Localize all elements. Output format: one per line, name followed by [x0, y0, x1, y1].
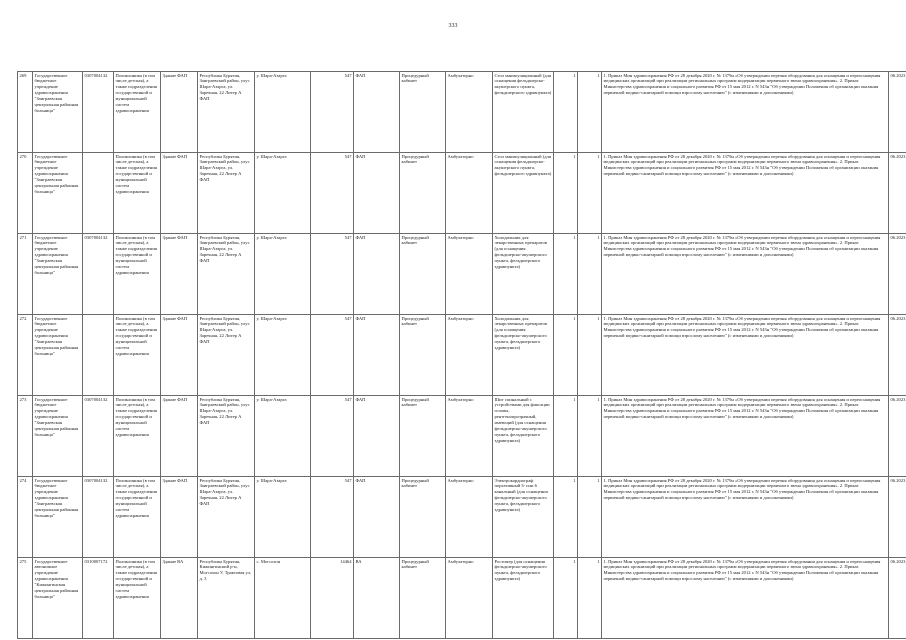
cell-population: Поликлиника (в том числе детская), а также подразделения государственной и муниципальной систем здравоохранения	[114, 477, 161, 558]
cell-building: Здание ФАП	[161, 72, 198, 153]
cell-building: Здание ФАП	[161, 315, 198, 396]
cell-basis: 1. Приказ Мин здравоохранения РФ от 28 декабря 2020 г. № 1379н «Об утверждении перечня оборудования для оснащения и переоснащения медицинских организаций при реализации региональных программ модернизации первичного звена здравоохранения». 2. Приказ Министерства здравоохранения и социального развития РФ от 15 мая 2012 г. N 543н "Об утверждении Положения об организации оказания первичной медико-санитарной помощи взрослому населению" (с изменениями и дополнениями)	[602, 315, 889, 396]
cell-basis: 1. Приказ Мин здравоохранения РФ от 28 декабря 2020 г. № 1379н «Об утверждении перечня оборудования для оснащения и переоснащения медицинских организаций при реализации региональных программ модернизации первичного звена здравоохранения». 2. Приказ Министерства здравоохранения и социального развития РФ от 15 мая 2012 г. N 543н "Об утверждении Положения об организации оказания первичной медико-санитарной помощи взрослому населению" (с изменениями и дополнениями)	[602, 72, 889, 153]
cell-locality: у. Шара-Азарга	[255, 234, 311, 315]
cell-org: Государственное бюджетное учреждение здравоохранения "Заиграевская центральная районная больница"	[33, 234, 83, 315]
cell-unit-type: ФАП	[354, 396, 400, 477]
cell-equipment: Стол манипуляционный (для оснащения фельдшерско-акушерского пункта, фельдшерского здравпункта)	[493, 72, 554, 153]
cell-service: Амбулаторно	[446, 72, 493, 153]
cell-required: 1	[554, 72, 578, 153]
cell-basis: 1. Приказ Мин здравоохранения РФ от 28 декабря 2020 г. № 1379н «Об утверждении перечня оборудования для оснащения и переоснащения медицинских организаций при реализации региональных программ модернизации первичного звена здравоохранения». 2. Приказ Министерства здравоохранения и социального развития РФ от 15 мая 2012 г. N 543н "Об утверждении Положения об организации оказания первичной медико-санитарной помощи взрослому населению" (с изменениями и дополнениями)	[602, 153, 889, 234]
cell-residents: 14464	[311, 558, 354, 639]
cell-service: Амбулаторно	[446, 315, 493, 396]
cell-code	[83, 315, 114, 396]
cell-required: 1	[554, 153, 578, 234]
cell-room: Процедурный кабинет	[400, 153, 446, 234]
cell-unit-type: ФАП	[354, 234, 400, 315]
cell-code	[83, 153, 114, 234]
cell-code: 0310007172	[83, 558, 114, 639]
cell-room: Процедурный кабинет	[400, 72, 446, 153]
cell-room: Процедурный кабинет	[400, 477, 446, 558]
cell-equipment: Шит спинальный с устройствами для фиксации головы, рентгенопрозрачный, имеющий (для оснащения фельдшерско-акушерского пункта, фельдшерского здравпункта)	[493, 396, 554, 477]
cell-date: 06.2023	[889, 153, 906, 234]
cell-basis: 1. Приказ Мин здравоохранения РФ от 28 декабря 2020 г. № 1379н «Об утверждении перечня оборудования для оснащения и переоснащения медицинских организаций при реализации региональных программ модернизации первичного звена здравоохранения». 2. Приказ Министерства здравоохранения и социального развития РФ от 15 мая 2012 г. N 543н "Об утверждении Положения об организации оказания первичной медико-санитарной помощи взрослому населению" (с изменениями и дополнениями)	[602, 234, 889, 315]
cell-residents: 547	[311, 315, 354, 396]
cell-no: 275	[18, 558, 33, 639]
cell-code: 0307004132	[83, 396, 114, 477]
cell-actual: 1	[578, 72, 602, 153]
cell-no: 273	[18, 396, 33, 477]
cell-required: 1	[554, 396, 578, 477]
cell-address: Республика Бурятия, Заиграевский район, улус Шара-Азарга, ул. Заречная, 22 Литер А ФАП	[198, 477, 255, 558]
cell-unit-type: ФАП	[354, 153, 400, 234]
cell-service: Амбулаторно	[446, 558, 493, 639]
cell-basis: 1. Приказ Мин здравоохранения РФ от 28 декабря 2020 г. № 1379н «Об утверждении перечня оборудования для оснащения и переоснащения медицинских организаций при реализации региональных программ модернизации первичного звена здравоохранения». 2. Приказ Министерства здравоохранения и социального развития РФ от 15 мая 2012 г. N 543н "Об утверждении Положения об организации оказания первичной медико-санитарной помощи взрослому населению" (с изменениями и дополнениями)	[602, 477, 889, 558]
cell-unit-type: ФАП	[354, 477, 400, 558]
cell-required: 1	[554, 234, 578, 315]
cell-address: Республика Бурятия, Кижингинский р-н, Могсохон У, Трактовая ул, д. 3	[198, 558, 255, 639]
cell-population: Поликлиника (в том числе детская), а также подразделения государственной и муниципальной систем здравоохранения	[114, 72, 161, 153]
cell-unit-type: ФАП	[354, 315, 400, 396]
cell-unit-type: ВА	[354, 558, 400, 639]
cell-org: Государственное бюджетное учреждение здравоохранения "Заиграевская центральная районная больница"	[33, 396, 83, 477]
cell-no: 272	[18, 315, 33, 396]
cell-room: Процедурный кабинет	[400, 396, 446, 477]
cell-no: 269	[18, 72, 33, 153]
cell-building: Здание ВА	[161, 558, 198, 639]
cell-equipment: Ростомер (для оснащения фельдшерско-акушерского пункта, фельдшерского здравпункта)	[493, 558, 554, 639]
cell-equipment: Холодильник для лекарственных препаратов (для оснащения фельдшерско-акушерского пункта, фельдшерского здравпункта)	[493, 234, 554, 315]
cell-building: Здание ФАП	[161, 234, 198, 315]
cell-room: Процедурный кабинет	[400, 315, 446, 396]
cell-basis: 1. Приказ Мин здравоохранения РФ от 28 декабря 2020 г. № 1379н «Об утверждении перечня оборудования для оснащения и переоснащения медицинских организаций при реализации региональных программ модернизации первичного звена здравоохранения». 2. Приказ Министерства здравоохранения и социального развития РФ от 15 мая 2012 г. N 543н "Об утверждении Положения об организации оказания первичной медико-санитарной помощи взрослому населению" (с изменениями и дополнениями)	[602, 396, 889, 477]
cell-date: 06.2023	[889, 234, 906, 315]
cell-service: Амбулаторно	[446, 234, 493, 315]
cell-org: Государственное бюджетное учреждение здравоохранения "Заиграевская центральная районная больница"	[33, 72, 83, 153]
cell-actual: 1	[578, 396, 602, 477]
cell-room: Процедурный кабинет	[400, 234, 446, 315]
cell-org: Государственное бюджетное учреждение здравоохранения "Заиграевская центральная районная больница"	[33, 315, 83, 396]
cell-building: Здание ФАП	[161, 153, 198, 234]
table-row	[18, 72, 906, 153]
cell-room: Процедурный кабинет	[400, 558, 446, 639]
cell-locality: у. Шара-Азарга	[255, 153, 311, 234]
table-row	[18, 558, 906, 639]
cell-locality: у. Шара-Азарга	[255, 72, 311, 153]
table-row	[18, 315, 906, 396]
cell-org: Государственное автономное учреждение здравоохранения "Кижингинская центральная районная больница"	[33, 558, 83, 639]
cell-address: Республика Бурятия, Заиграевский район, улус Шара-Азарга, ул. Заречная, 22 Литер А ФАП	[198, 234, 255, 315]
cell-actual: 1	[578, 477, 602, 558]
cell-basis: 1. Приказ Мин здравоохранения РФ от 28 декабря 2020 г. № 1379н «Об утверждении перечня оборудования для оснащения и переоснащения медицинских организаций при реализации региональных программ модернизации первичного звена здравоохранения». 2. Приказ Министерства здравоохранения и социального развития РФ от 15 мая 2012 г. N 543н "Об утверждении Положения об организации оказания первичной медико-санитарной помощи взрослому населению" (с изменениями и дополнениями)	[602, 558, 889, 639]
cell-building: Здание ФАП	[161, 477, 198, 558]
cell-service: Амбулаторно	[446, 396, 493, 477]
cell-actual: 1	[578, 315, 602, 396]
cell-equipment: Стол манипуляционный (для оснащения фельдшерско-акушерского пункта, фельдшерского здравпункта)	[493, 153, 554, 234]
cell-no: 270	[18, 153, 33, 234]
cell-locality: у. Шара-Азарга	[255, 315, 311, 396]
cell-address: Республика Бурятия, Заиграевский район, улус Шара-Азарга, ул. Заречная, 22 Литер А ФАП	[198, 315, 255, 396]
cell-date: 06.2023	[889, 396, 906, 477]
cell-date: 06.2023	[889, 315, 906, 396]
cell-residents: 547	[311, 477, 354, 558]
cell-building: Здание ФАП	[161, 396, 198, 477]
cell-address: Республика Бурятия, Заиграевский район, улус Шара-Азарга, ул. Заречная, 22 Литер А ФАП	[198, 72, 255, 153]
cell-code: 0307004132	[83, 72, 114, 153]
cell-population: Поликлиника (в том числе детская), а также подразделения государственной и муниципальной систем здравоохранения	[114, 558, 161, 639]
table-row	[18, 396, 906, 477]
cell-org: Государственное бюджетное учреждение здравоохранения "Заиграевская центральная районная больница"	[33, 153, 83, 234]
cell-residents: 547	[311, 396, 354, 477]
cell-population: Поликлиника (в том числе детская), а также подразделения государственной и муниципальной систем здравоохранения	[114, 315, 161, 396]
cell-unit-type: ФАП	[354, 72, 400, 153]
cell-code: 0307004132	[83, 477, 114, 558]
cell-population: Поликлиника (в том числе детская), а также подразделения государственной и муниципальной систем здравоохранения	[114, 396, 161, 477]
table-row	[18, 477, 906, 558]
cell-residents: 547	[311, 153, 354, 234]
cell-service: Амбулаторно	[446, 477, 493, 558]
cell-date: 06.2023	[889, 72, 906, 153]
table-row	[18, 153, 906, 234]
cell-required: 1	[554, 477, 578, 558]
page-number: 333	[448, 23, 458, 29]
cell-population: Поликлиника (в том числе детская), а также подразделения государственной и муниципальной систем здравоохранения	[114, 234, 161, 315]
cell-residents: 547	[311, 234, 354, 315]
cell-required: 1	[554, 558, 578, 639]
cell-equipment: Холодильник для лекарственных препаратов (для оснащения фельдшерско-акушерского пункта, фельдшерского здравпункта)	[493, 315, 554, 396]
cell-org: Государственное бюджетное учреждение здравоохранения "Заиграевская центральная районная больница"	[33, 477, 83, 558]
cell-required: 1	[554, 315, 578, 396]
table-row	[18, 234, 906, 315]
cell-actual: 1	[578, 153, 602, 234]
cell-population: Поликлиника (в том числе детская), а также подразделения государственной и муниципальной систем здравоохранения	[114, 153, 161, 234]
cell-address: Республика Бурятия, Заиграевский район, улус Шара-Азарга, ул. Заречная, 22 Литер А ФАП	[198, 396, 255, 477]
cell-locality: у. Шара-Азарга	[255, 477, 311, 558]
cell-no: 271	[18, 234, 33, 315]
cell-date: 06.2023	[889, 477, 906, 558]
cell-code: 0307004132	[83, 234, 114, 315]
cell-locality: у. Шара-Азарга	[255, 396, 311, 477]
cell-equipment: Электрокардиограф портативный 3- или 6 канальный (для оснащения фельдшерско-акушерского пункта, фельдшерского здравпункта)	[493, 477, 554, 558]
cell-actual: 1	[578, 234, 602, 315]
cell-locality: с. Могсохон	[255, 558, 311, 639]
cell-actual: 1	[578, 558, 602, 639]
cell-residents: 547	[311, 72, 354, 153]
cell-date: 06.2023	[889, 558, 906, 639]
cell-address: Республика Бурятия, Заиграевский район, улус Шара-Азарга, ул. Заречная, 22 Литер А ФАП	[198, 153, 255, 234]
equipment-table	[17, 71, 906, 639]
cell-service: Амбулаторно	[446, 153, 493, 234]
cell-no: 274	[18, 477, 33, 558]
